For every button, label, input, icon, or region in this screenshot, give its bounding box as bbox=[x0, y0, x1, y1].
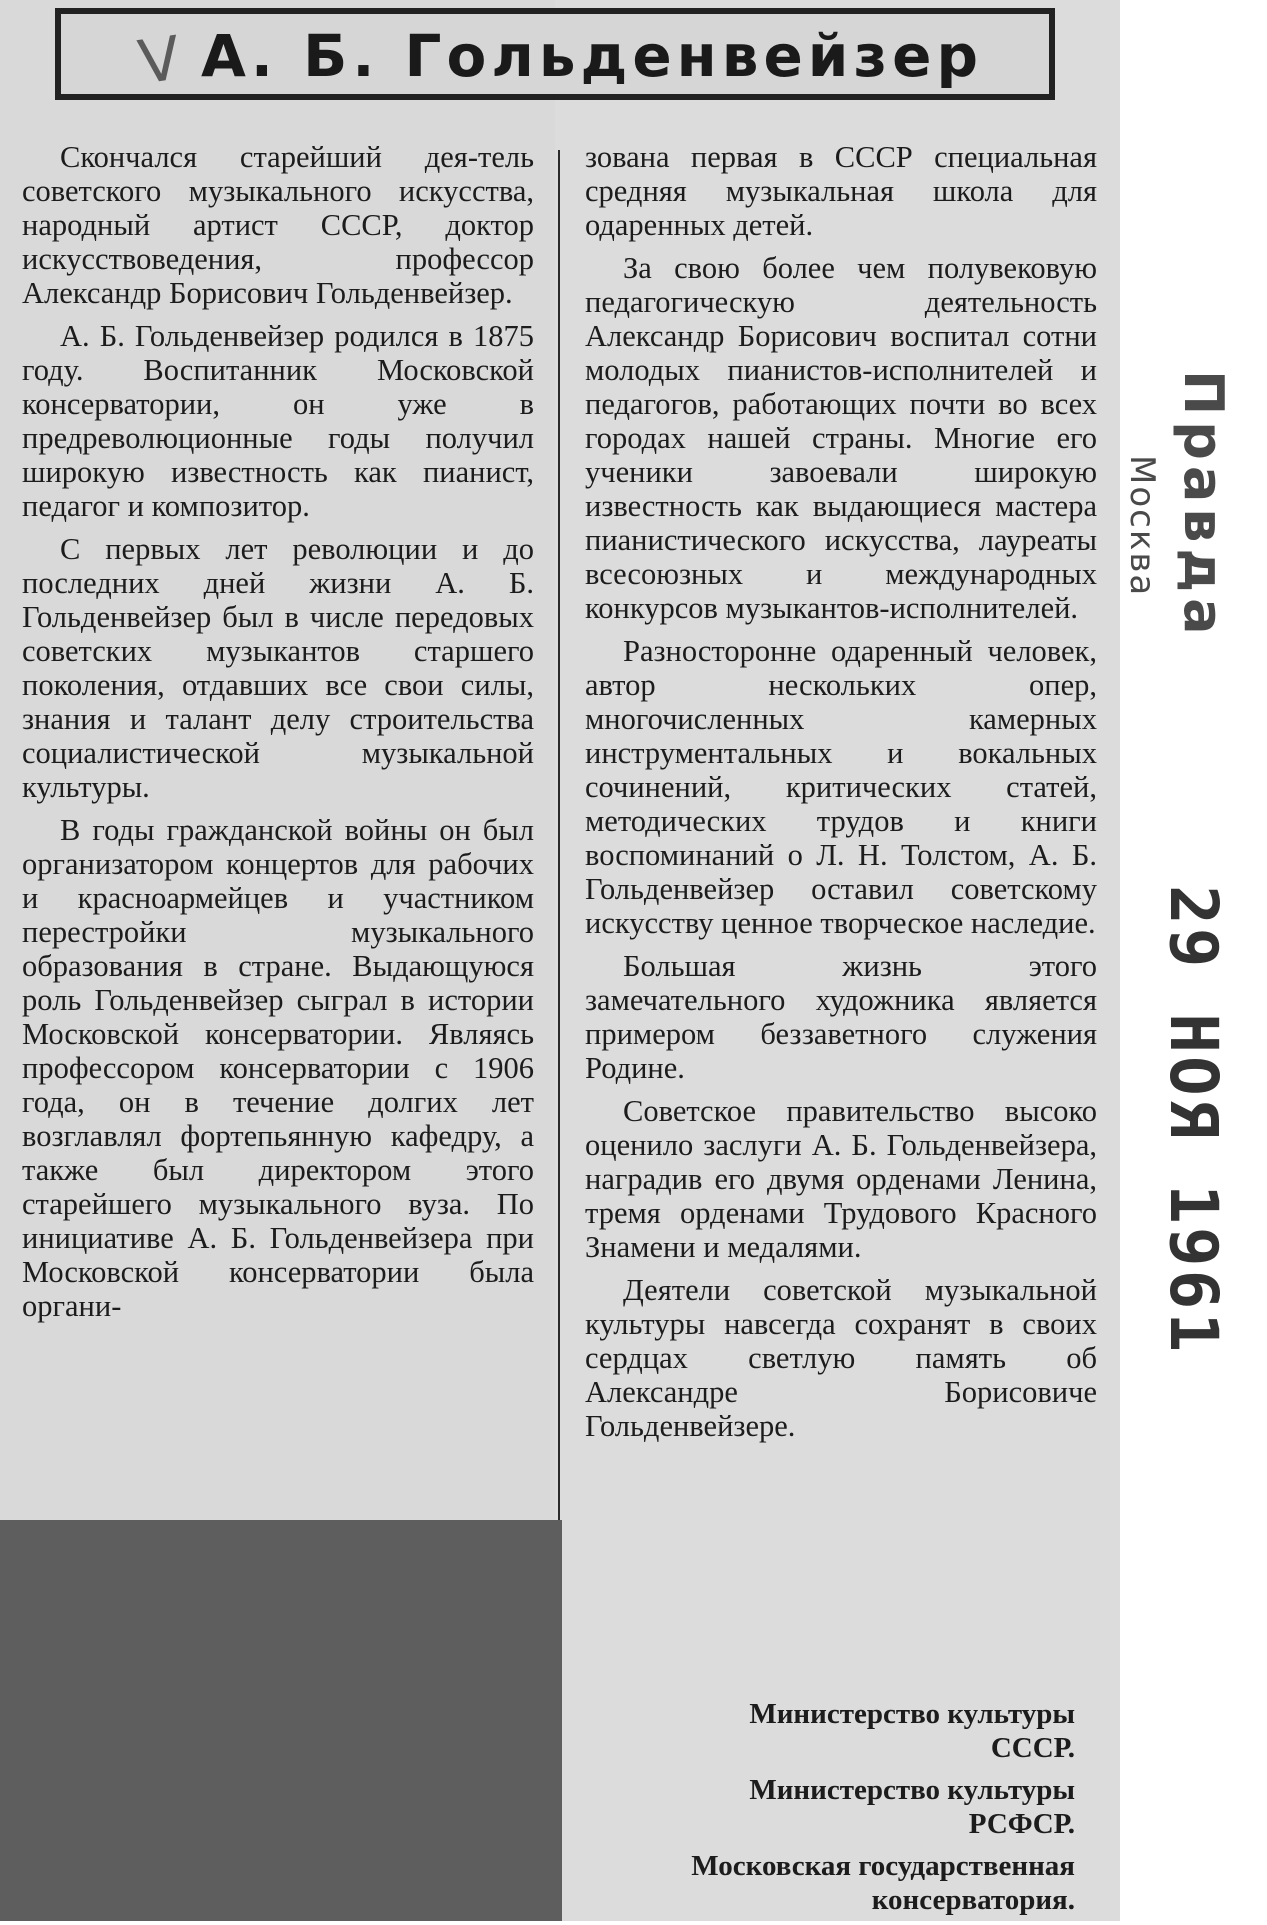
headline-frame bbox=[55, 8, 1055, 100]
backing-sheet-shadow bbox=[0, 1520, 562, 1921]
signature-line: Московская государственная bbox=[691, 1850, 1075, 1882]
column-divider bbox=[558, 150, 560, 1520]
signature-ministry-ussr bbox=[575, 1697, 1075, 1765]
signature-conservatory bbox=[575, 1849, 1075, 1917]
paragraph: Скончался старейший дея-тель советского музыкального искусства, народный артист СССР, доктор искусствоведения, профессор Александр Борисович Гольденвейзер. bbox=[22, 140, 534, 310]
signatures-block bbox=[575, 1697, 1075, 1925]
signature-line: СССР. bbox=[990, 1732, 1075, 1764]
signature-line: консерватория. bbox=[871, 1884, 1075, 1916]
pencil-check-mark: V bbox=[134, 23, 185, 99]
headline: А. Б. Гольденвейзер bbox=[201, 22, 983, 90]
signature-ministry-rsfsr bbox=[575, 1773, 1075, 1841]
signature-line: РСФСР. bbox=[968, 1808, 1075, 1840]
article-column-left bbox=[22, 140, 534, 1323]
paragraph: С первых лет революции и до последних дней жизни А. Б. Гольденвейзер был в числе передовых советских музыкантов старшего поколения, отдавших все свои силы, знания и талант делу строительства социалистической музыкальной культуры. bbox=[22, 532, 534, 804]
signature-line: Министерство культуры bbox=[749, 1774, 1075, 1806]
paragraph: Разносторонне одаренный человек, автор нескольких опер, многочисленных камерных инструментальных и вокальных сочинений, критических статей, методических трудов и книги воспоминаний о Л. Н. Толстом, А. Б. Гольденвейзер оставил советскому искусству ценное творческое наследие. bbox=[585, 634, 1097, 940]
article-column-right bbox=[585, 140, 1097, 1443]
paragraph: За свою более чем полувековую педагогическую деятельность Александр Борисович воспитал сотни молодых пианистов-исполнителей и педагогов, работающих почти во всех городах нашей страны. Многие его ученики завоевали широкую известность как выдающиеся мастера пианистического искусства, лауреаты всесоюзных и международных конкурсов музыкантов-исполнителей. bbox=[585, 251, 1097, 625]
paragraph: зована первая в СССР специальная средняя музыкальная школа для одаренных детей. bbox=[585, 140, 1097, 242]
paragraph: Деятели советской музыкальной культуры навсегда сохранят в своих сердцах светлую память об Александре Борисовиче Гольденвейзере. bbox=[585, 1273, 1097, 1443]
signature-line: Министерство культуры bbox=[749, 1698, 1075, 1730]
paragraph: Советское правительство высоко оценило заслуги А. Б. Гольденвейзера, наградив его двумя орденами Ленина, тремя орденами Трудового Красного Знамени и медалями. bbox=[585, 1094, 1097, 1264]
stamp-newspaper-name: Правда bbox=[1172, 370, 1235, 641]
stamp-date: 29 НОЯ 1961 bbox=[1155, 885, 1232, 1356]
paragraph: В годы гражданской войны он был организатором концертов для рабочих и красноармейцев и участником перестройки музыкального образования в стране. Выдающуюся роль Гольденвейзер сыграл в истории Московской консерватории. Являясь профессором консерватории с 1906 года, он в течение долгих лет возглавлял фортепьянную кафедру, а также был директором этого старейшего музыкального вуза. По инициативе А. Б. Гольденвейзера при Московской консерватории была органи- bbox=[22, 813, 534, 1323]
paragraph: Большая жизнь этого замечательного художника является примером беззаветного служения Родине. bbox=[585, 949, 1097, 1085]
stamp-city: Москва bbox=[1122, 455, 1162, 598]
paragraph: А. Б. Гольденвейзер родился в 1875 году. Воспитанник Московской консерватории, он уже в предреволюционные годы получил широкую известность как пианист, педагог и композитор. bbox=[22, 319, 534, 523]
